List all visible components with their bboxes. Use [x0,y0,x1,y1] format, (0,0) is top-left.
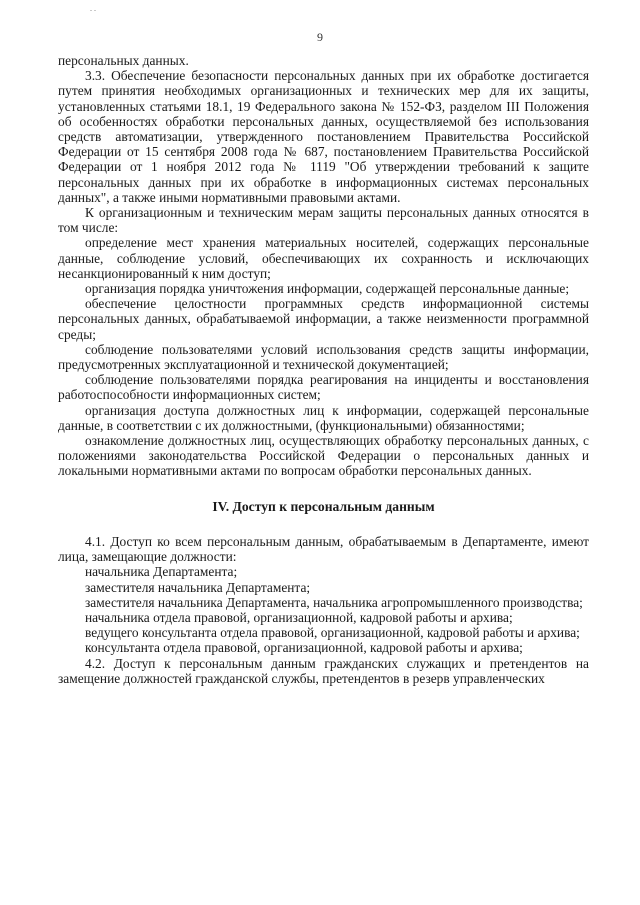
section-four [58,534,589,686]
paragraph: ознакомление должностных лиц, осуществляющих обработку персональных данных, с положениями законодательства Российской Федерации о персональных данных и локальными нормативными актами по вопросам обработки персональных данных. [58,433,589,479]
paragraph: определение мест хранения материальных носителей, содержащих персональные данные, соблюдение условий, обеспечивающих их сохранность и исключающих несанкционированный к ним доступ; [58,235,589,281]
paragraph: соблюдение пользователями условий использования средств защиты информации, предусмотренных эксплуатационной и технической документацией; [58,341,589,373]
paragraph: соблюдение пользователями порядка реагирования на инциденты и восстановления работоспособности информационных систем; [58,372,589,403]
paragraph: обеспечение целостности программных средств информационной системы персональных данных, обрабатываемой информации, а также неизменности программной среды; [58,296,589,342]
paragraph: 4.1. Доступ ко всем персональным данным, обрабатываемым в Департаменте, имеют лица, замещающие должности: [58,533,589,565]
paragraph: К организационным и техническим мерам защиты персональных данных относятся в том числе: [58,205,589,236]
paragraph: организация доступа должностных лиц к информации, содержащей персональные данные, в соответствии с их должностными, (функциональными) обязанностями; [58,402,589,433]
paragraph: персональных данных. [58,53,189,68]
paragraph: начальника отдела правовой, организационной, кадровой работы и архива; [85,609,513,625]
paragraph: 3.3. Обеспечение безопасности персональных данных при их обработке достигается путем принятия необходимых организационных и технических мер для их защиты, установленных статьями 18.1, 19 Федерального закона № 152-ФЗ, разделом III Положения об особенностях обработки персональных данных, осуществляемой без использования средств автоматизации, утвержденного постановлением Правительства Российской Федерации от 15 сентября 2008 года № 687, постановлением Правительства Российской Федерации от 1 ноября 2012 года № 1119 "Об утверждении требований к защите персональных данных при их обработке в информационных системах персональных данных", а также иными нормативными правовыми актами. [58,68,589,205]
scan-specks: . . [90,4,96,13]
paragraph: заместителя начальника Департамента; [85,579,311,595]
paragraph: заместителя начальника Департамента, начальника агропромышленного производства; [85,594,583,610]
page-number: 9 [317,30,323,44]
section-title: IV. Доступ к персональным данным [212,498,435,514]
paragraph: 4.2. Доступ к персональным данным гражданских служащих и претендентов на замещение должностей гражданской службы, претендентов в резерв управленческих [58,655,589,686]
paragraph: ведущего консультанта отдела правовой, организационной, кадровой работы и архива; [85,625,580,641]
paragraph: консультанта отдела правовой, организационной, кадровой работы и архива; [85,640,523,656]
document-body [58,53,589,686]
paragraph: начальника Департамента; [85,564,238,580]
paragraph: организация порядка уничтожения информации, содержащей персональные данные; [85,281,570,297]
section-three-continued [58,53,589,479]
